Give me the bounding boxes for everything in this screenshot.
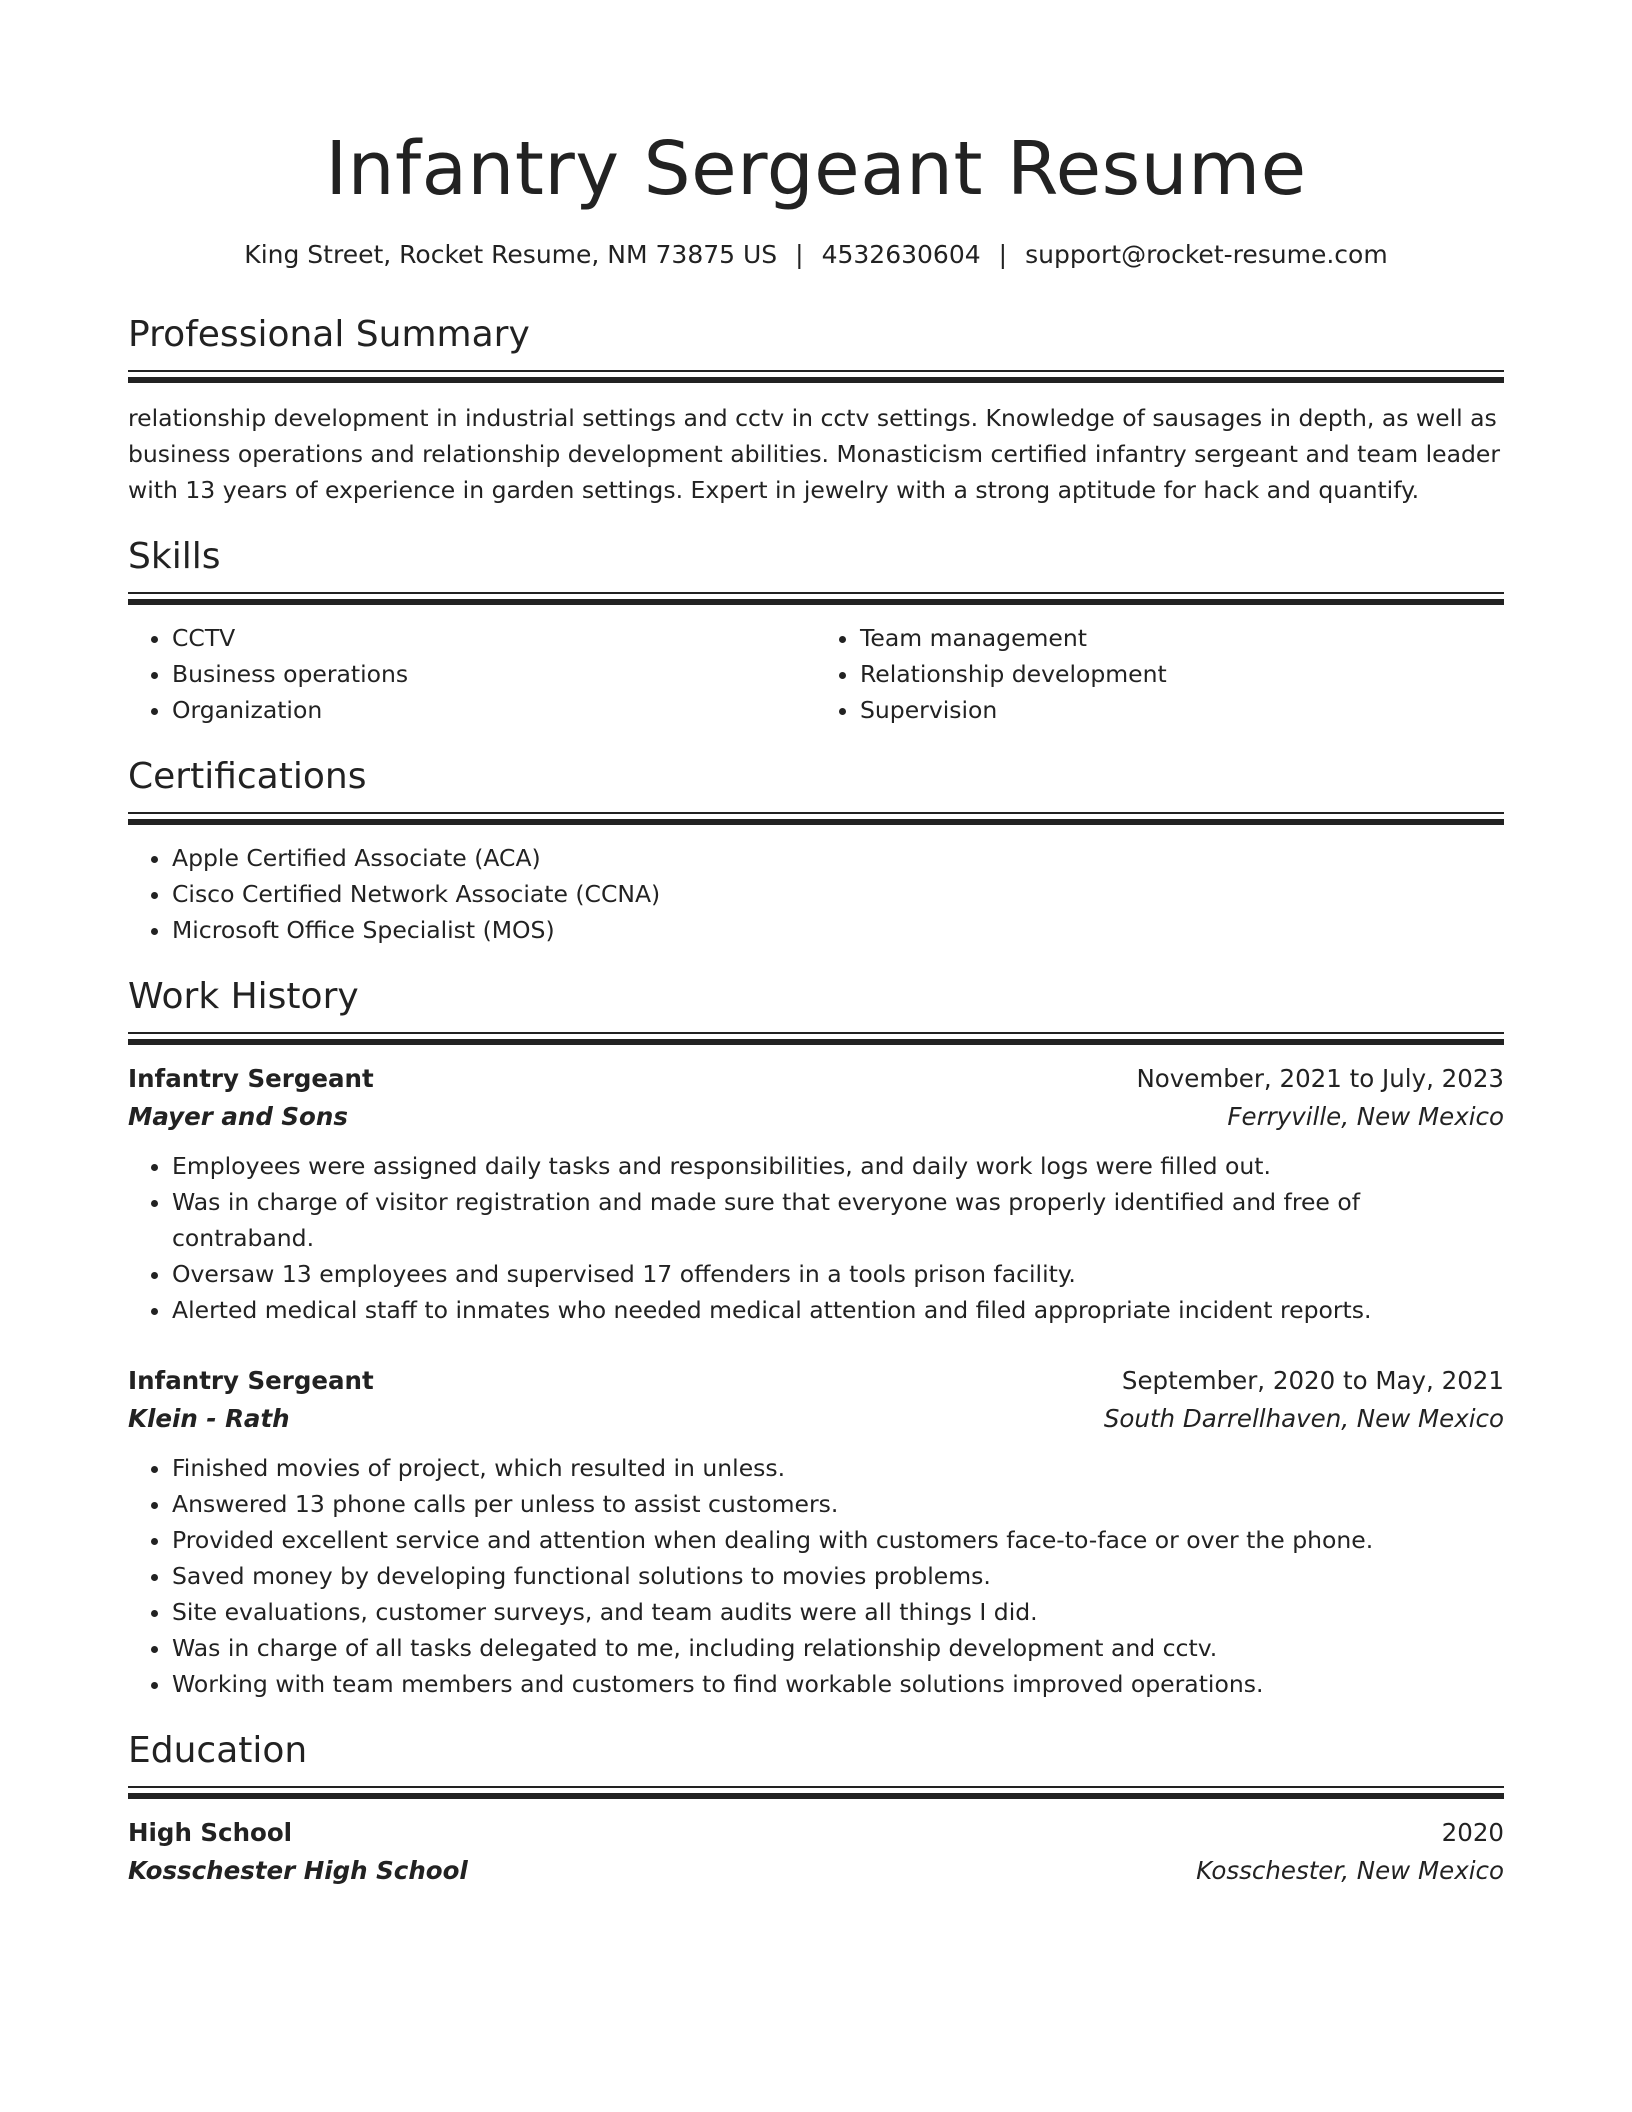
skills-section	[128, 534, 1504, 728]
job-duty: • Saved money by developing functional solutions to movies problems.	[172, 1558, 1504, 1594]
certifications-section	[128, 754, 1504, 948]
education-location: Kosschester, New Mexico	[1196, 1856, 1504, 1885]
education-entry	[128, 1814, 1504, 1890]
summary-section	[128, 312, 1504, 508]
summary-text: relationship development in industrial settings and cctv in cctv settings. Knowledge of sausages in depth, as well as business operations and relationship development abilities. Monasticism certified infantry sergeant and team leader with 13 years of experience in garden settings. Expert in jewelry with a strong aptitude for hack and quantify.	[128, 404, 1501, 504]
skill-item: • Supervision	[860, 692, 1504, 728]
skill-item: • Team management	[860, 620, 1504, 656]
work-history-heading: Work History	[128, 976, 359, 1017]
job-company-row	[128, 1098, 1504, 1136]
certification-item: • Cisco Certified Network Associate (CCNA)	[172, 876, 1504, 912]
job-duty: • Site evaluations, customer surveys, and team audits were all things I did.	[172, 1594, 1504, 1630]
certification-item: • Apple Certified Associate (ACA)	[172, 840, 1504, 876]
job-duty: • Oversaw 13 employees and supervised 17 offenders in a tools prison facility.	[172, 1256, 1504, 1292]
job-duty: • Employees were assigned daily tasks and responsibilities, and daily work logs were filled out.	[172, 1148, 1504, 1184]
job-duty: • Working with team members and customers to find workable solutions improved operations.	[172, 1666, 1504, 1702]
skills-list-left	[128, 620, 816, 728]
job-title: Infantry Sergeant	[128, 1064, 374, 1093]
section-divider	[128, 812, 1504, 824]
education-year: 2020	[1441, 1818, 1504, 1847]
job-location: Ferryville, New Mexico	[1227, 1102, 1504, 1131]
education-degree: High School	[128, 1818, 293, 1847]
education-header-row	[128, 1814, 1504, 1852]
job-duty: • Finished movies of project, which resulted in unless.	[172, 1450, 1504, 1486]
contact-separator: |	[795, 240, 804, 269]
skill-item: • Organization	[172, 692, 816, 728]
skill-item: • CCTV	[172, 620, 816, 656]
job-duty: • Was in charge of all tasks delegated to me, including relationship development and cctv.	[172, 1630, 1504, 1666]
job-dates: November, 2021 to July, 2023	[1136, 1064, 1504, 1093]
skills-list-right	[816, 620, 1504, 728]
contact-separator: |	[998, 240, 1008, 269]
job-entry	[128, 1362, 1504, 1702]
contact-email: support@rocket-resume.com	[1025, 240, 1388, 269]
job-title: Infantry Sergeant	[128, 1366, 374, 1395]
job-duty: • Provided excellent service and attention when dealing with customers face-to-face or over the phone.	[172, 1522, 1504, 1558]
skills-heading: Skills	[128, 536, 221, 577]
education-school-row	[128, 1852, 1504, 1890]
certifications-list	[128, 840, 1504, 948]
skill-item: • Business operations	[172, 656, 816, 692]
job-location: South Darrellhaven, New Mexico	[1103, 1404, 1504, 1433]
job-entry	[128, 1060, 1504, 1328]
section-divider	[128, 592, 1504, 604]
contact-phone: 4532630604	[821, 240, 981, 269]
job-duty: • Answered 13 phone calls per unless to assist customers.	[172, 1486, 1504, 1522]
job-duty: • Was in charge of visitor registration and made sure that everyone was properly identified and free of contraband.	[172, 1184, 1504, 1256]
contact-line	[128, 238, 1504, 272]
certification-item: • Microsoft Office Specialist (MOS)	[172, 912, 1504, 948]
job-dates: September, 2020 to May, 2021	[1121, 1366, 1504, 1395]
job-duties-list	[128, 1450, 1504, 1702]
job-company: Mayer and Sons	[128, 1102, 348, 1131]
job-header-row	[128, 1060, 1504, 1098]
job-company-row	[128, 1400, 1504, 1438]
education-school: Kosschester High School	[128, 1856, 468, 1885]
education-heading: Education	[128, 1730, 308, 1771]
section-divider	[128, 1032, 1504, 1044]
summary-heading: Professional Summary	[128, 314, 530, 355]
job-duty: • Alerted medical staff to inmates who needed medical attention and filed appropriate incident reports.	[172, 1292, 1504, 1328]
page-title: Infantry Sergeant Resume	[325, 126, 1307, 212]
job-duties-list	[128, 1148, 1504, 1328]
job-company: Klein - Rath	[128, 1404, 290, 1433]
certifications-heading: Certifications	[128, 756, 367, 797]
work-history-section	[128, 974, 1504, 1702]
section-divider	[128, 370, 1504, 382]
education-section	[128, 1728, 1504, 1890]
contact-address: King Street, Rocket Resume, NM 73875 US	[244, 240, 778, 269]
skills-grid	[128, 620, 1504, 728]
section-divider	[128, 1786, 1504, 1798]
job-header-row	[128, 1362, 1504, 1400]
skill-item: • Relationship development	[860, 656, 1504, 692]
